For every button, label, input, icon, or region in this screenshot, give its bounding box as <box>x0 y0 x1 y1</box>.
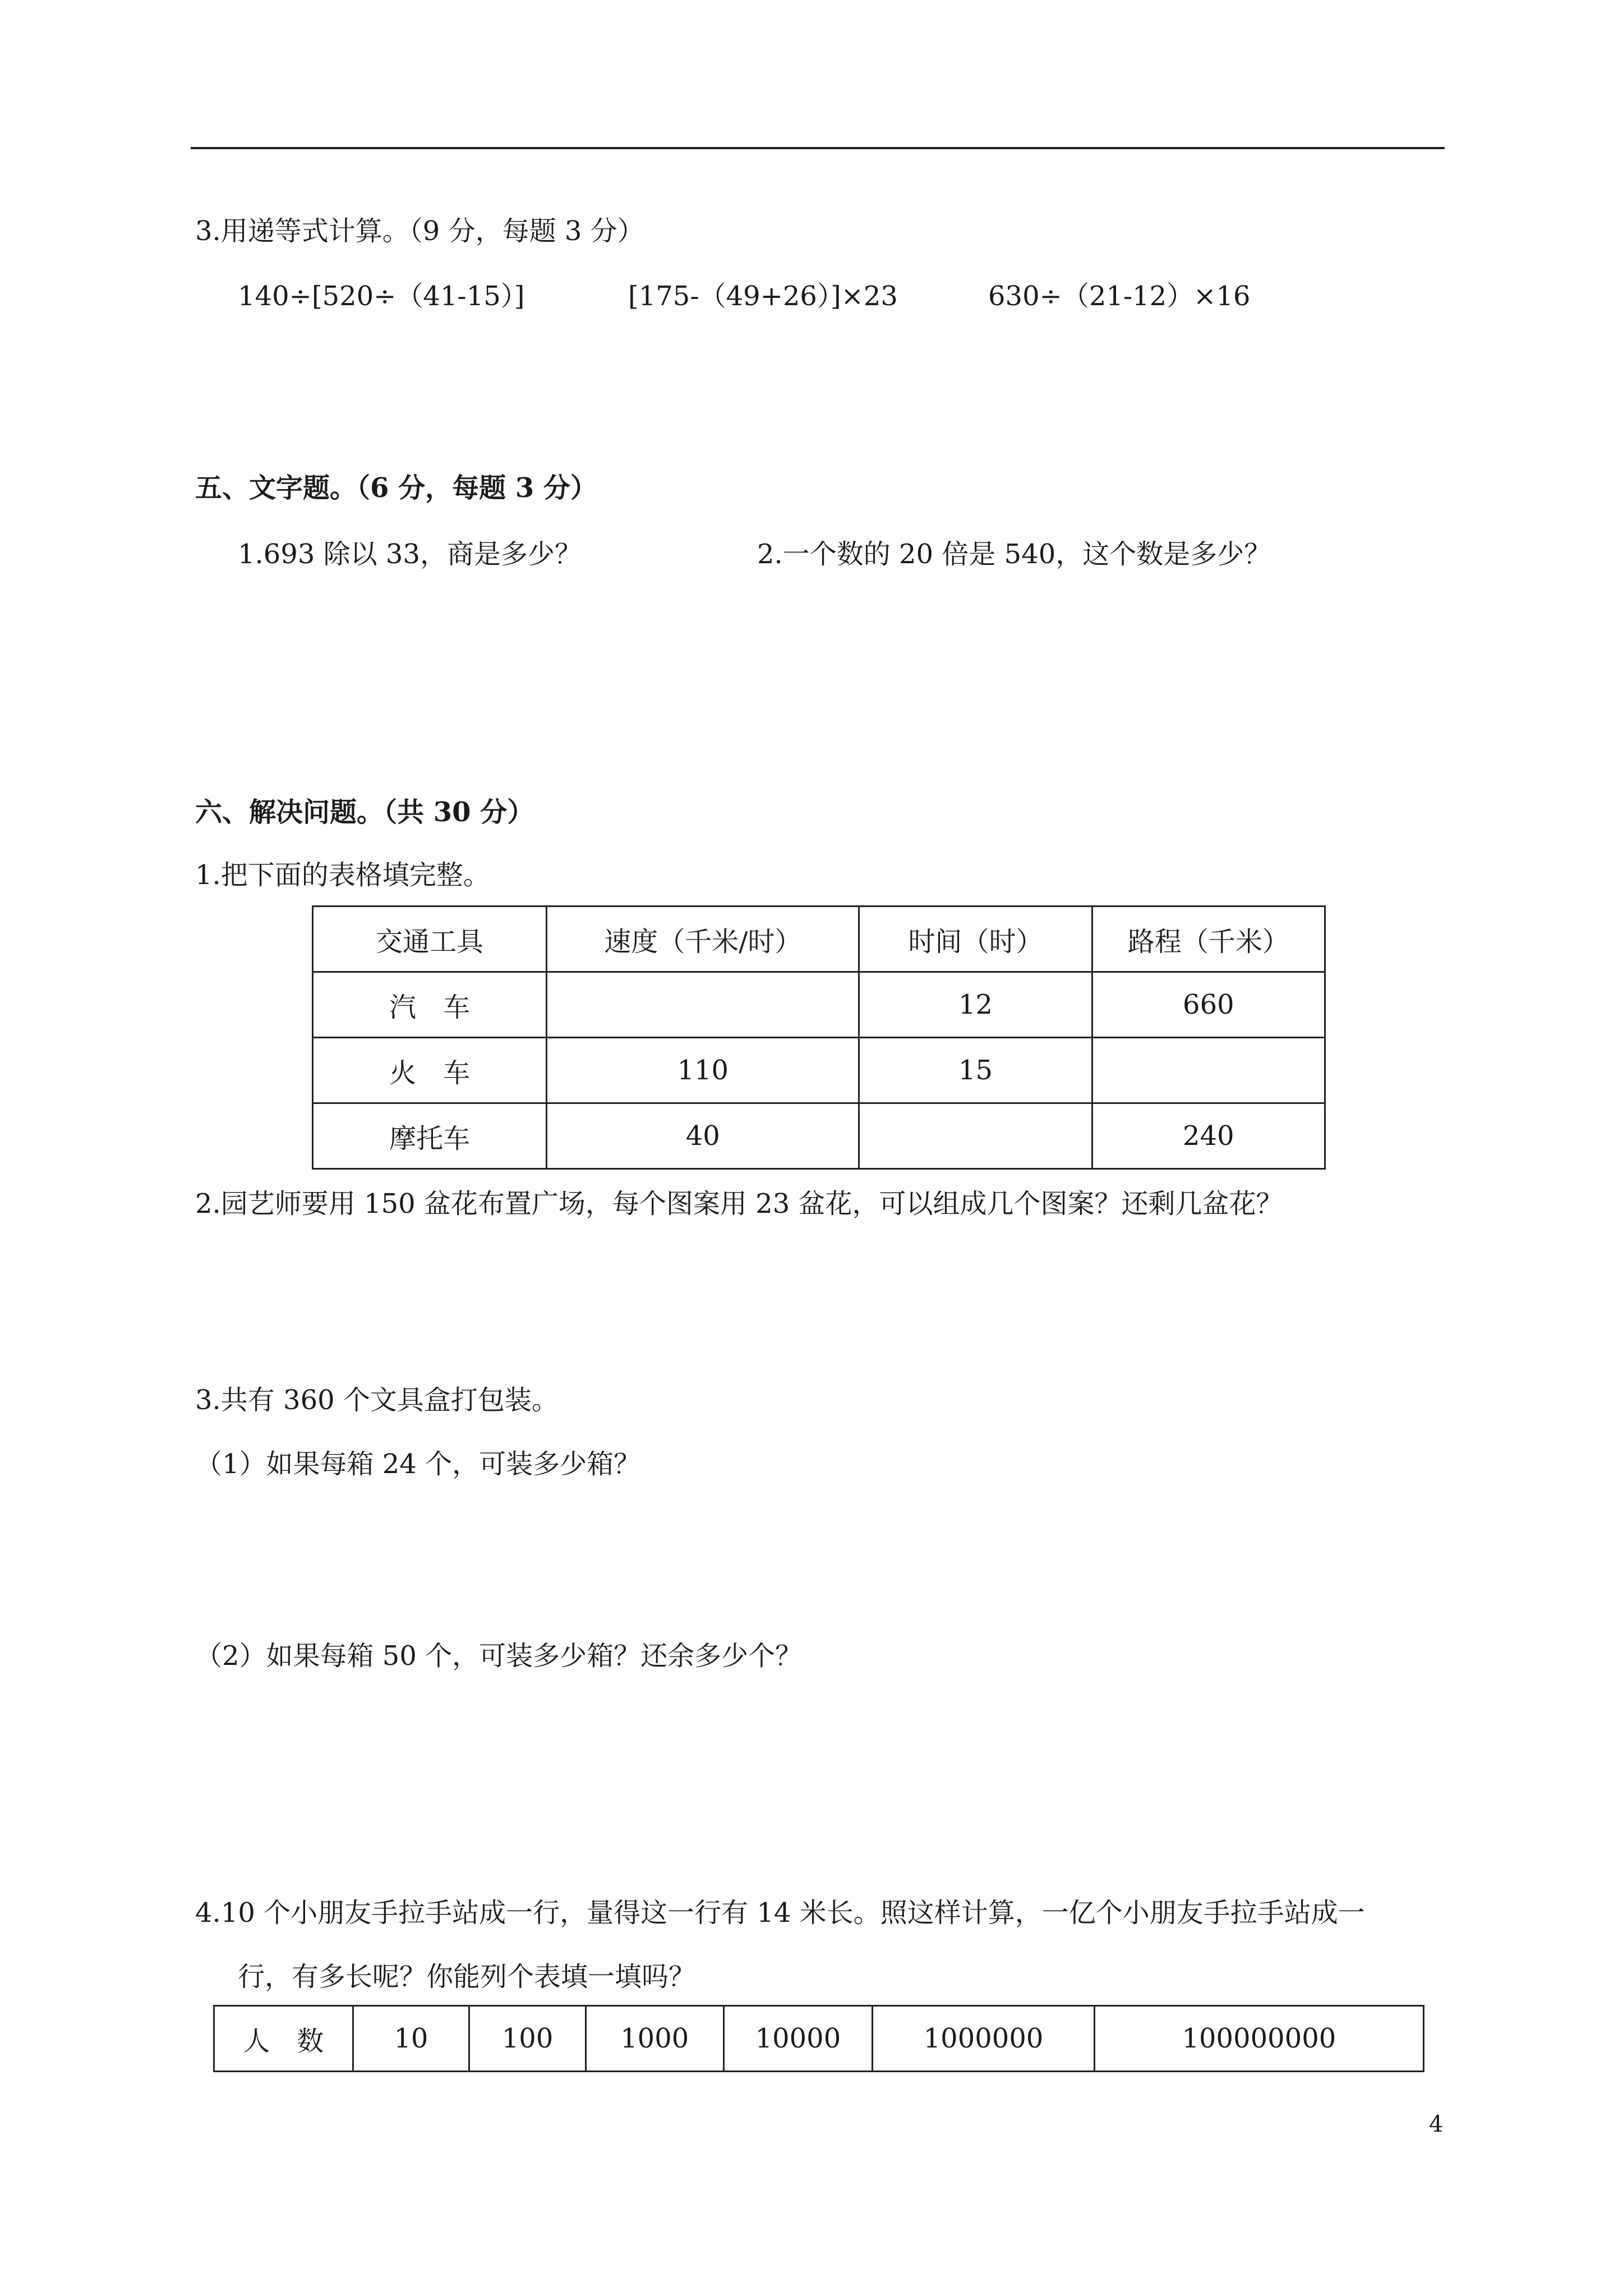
q3-expr-2: [175-（49+26）]×23 <box>628 280 898 312</box>
table-cell: 15 <box>859 1038 1092 1103</box>
section6-q4-line1: 4.10 个小朋友手拉手站成一行，量得这一行有 14 米长。照这样计算，一亿个小朋友手拉手站成一 <box>195 1897 1365 1929</box>
table-cell <box>547 972 859 1038</box>
section5-q2: 2.一个数的 20 倍是 540，这个数是多少？ <box>757 539 1271 570</box>
table-cell: 100 <box>469 2006 586 2072</box>
table-header-row <box>313 907 1325 972</box>
table-row <box>214 2006 1424 2072</box>
table-cell: 240 <box>1092 1103 1325 1169</box>
table-header-cell: 速度（千米/时） <box>547 907 859 972</box>
header-rule <box>191 147 1445 149</box>
section6-q2: 2.园艺师要用 150 盆花布置广场，每个图案用 23 盆花，可以组成几个图案？还剩几盆花？ <box>195 1188 1283 1220</box>
table-header-cell: 路程（千米） <box>1092 907 1325 972</box>
table-cell: 10 <box>353 2006 469 2072</box>
table-cell: 40 <box>547 1103 859 1169</box>
table-cell: 火 车 <box>313 1038 547 1103</box>
table-cell: 人 数 <box>214 2006 353 2072</box>
q3-title: 3.用递等式计算。（9 分，每题 3 分） <box>195 215 644 247</box>
table-row <box>313 1038 1325 1103</box>
people-table <box>213 2005 1424 2072</box>
section6-q3: 3.共有 360 个文具盒打包装。 <box>195 1384 559 1416</box>
table-cell: 1000000 <box>873 2006 1095 2072</box>
table-cell: 10000 <box>723 2006 873 2072</box>
section5-q1: 1.693 除以 33，商是多少？ <box>238 539 582 570</box>
q3-expr-1: 140÷[520÷（41-15）] <box>238 280 525 312</box>
table-cell: 660 <box>1092 972 1325 1038</box>
section6-q3-part2: （2）如果每箱 50 个，可装多少箱？还余多少个？ <box>195 1640 803 1672</box>
section6-q4-line2: 行，有多长呢？你能列个表填一填吗？ <box>238 1961 696 1993</box>
table-cell: 100000000 <box>1094 2006 1423 2072</box>
table-cell <box>859 1103 1092 1169</box>
q3-expr-3: 630÷（21-12）×16 <box>988 280 1251 312</box>
table-cell: 12 <box>859 972 1092 1038</box>
table-cell: 摩托车 <box>313 1103 547 1169</box>
table-cell <box>1092 1038 1325 1103</box>
table-row <box>313 972 1325 1038</box>
table-cell: 1000 <box>585 2006 723 2072</box>
table-header-cell: 交通工具 <box>313 907 547 972</box>
page-number: 4 <box>1429 2111 1444 2137</box>
table-cell: 汽 车 <box>313 972 547 1038</box>
transport-table <box>312 905 1326 1170</box>
section6-q1: 1.把下面的表格填完整。 <box>195 859 490 891</box>
table-header-cell: 时间（时） <box>859 907 1092 972</box>
table-row <box>313 1103 1325 1169</box>
table-cell: 110 <box>547 1038 859 1103</box>
section6-title: 六、解决问题。（共 30 分） <box>195 797 534 828</box>
section5-title: 五、文字题。（6 分，每题 3 分） <box>195 472 597 504</box>
section6-q3-part1: （1）如果每箱 24 个，可装多少箱？ <box>195 1448 641 1480</box>
